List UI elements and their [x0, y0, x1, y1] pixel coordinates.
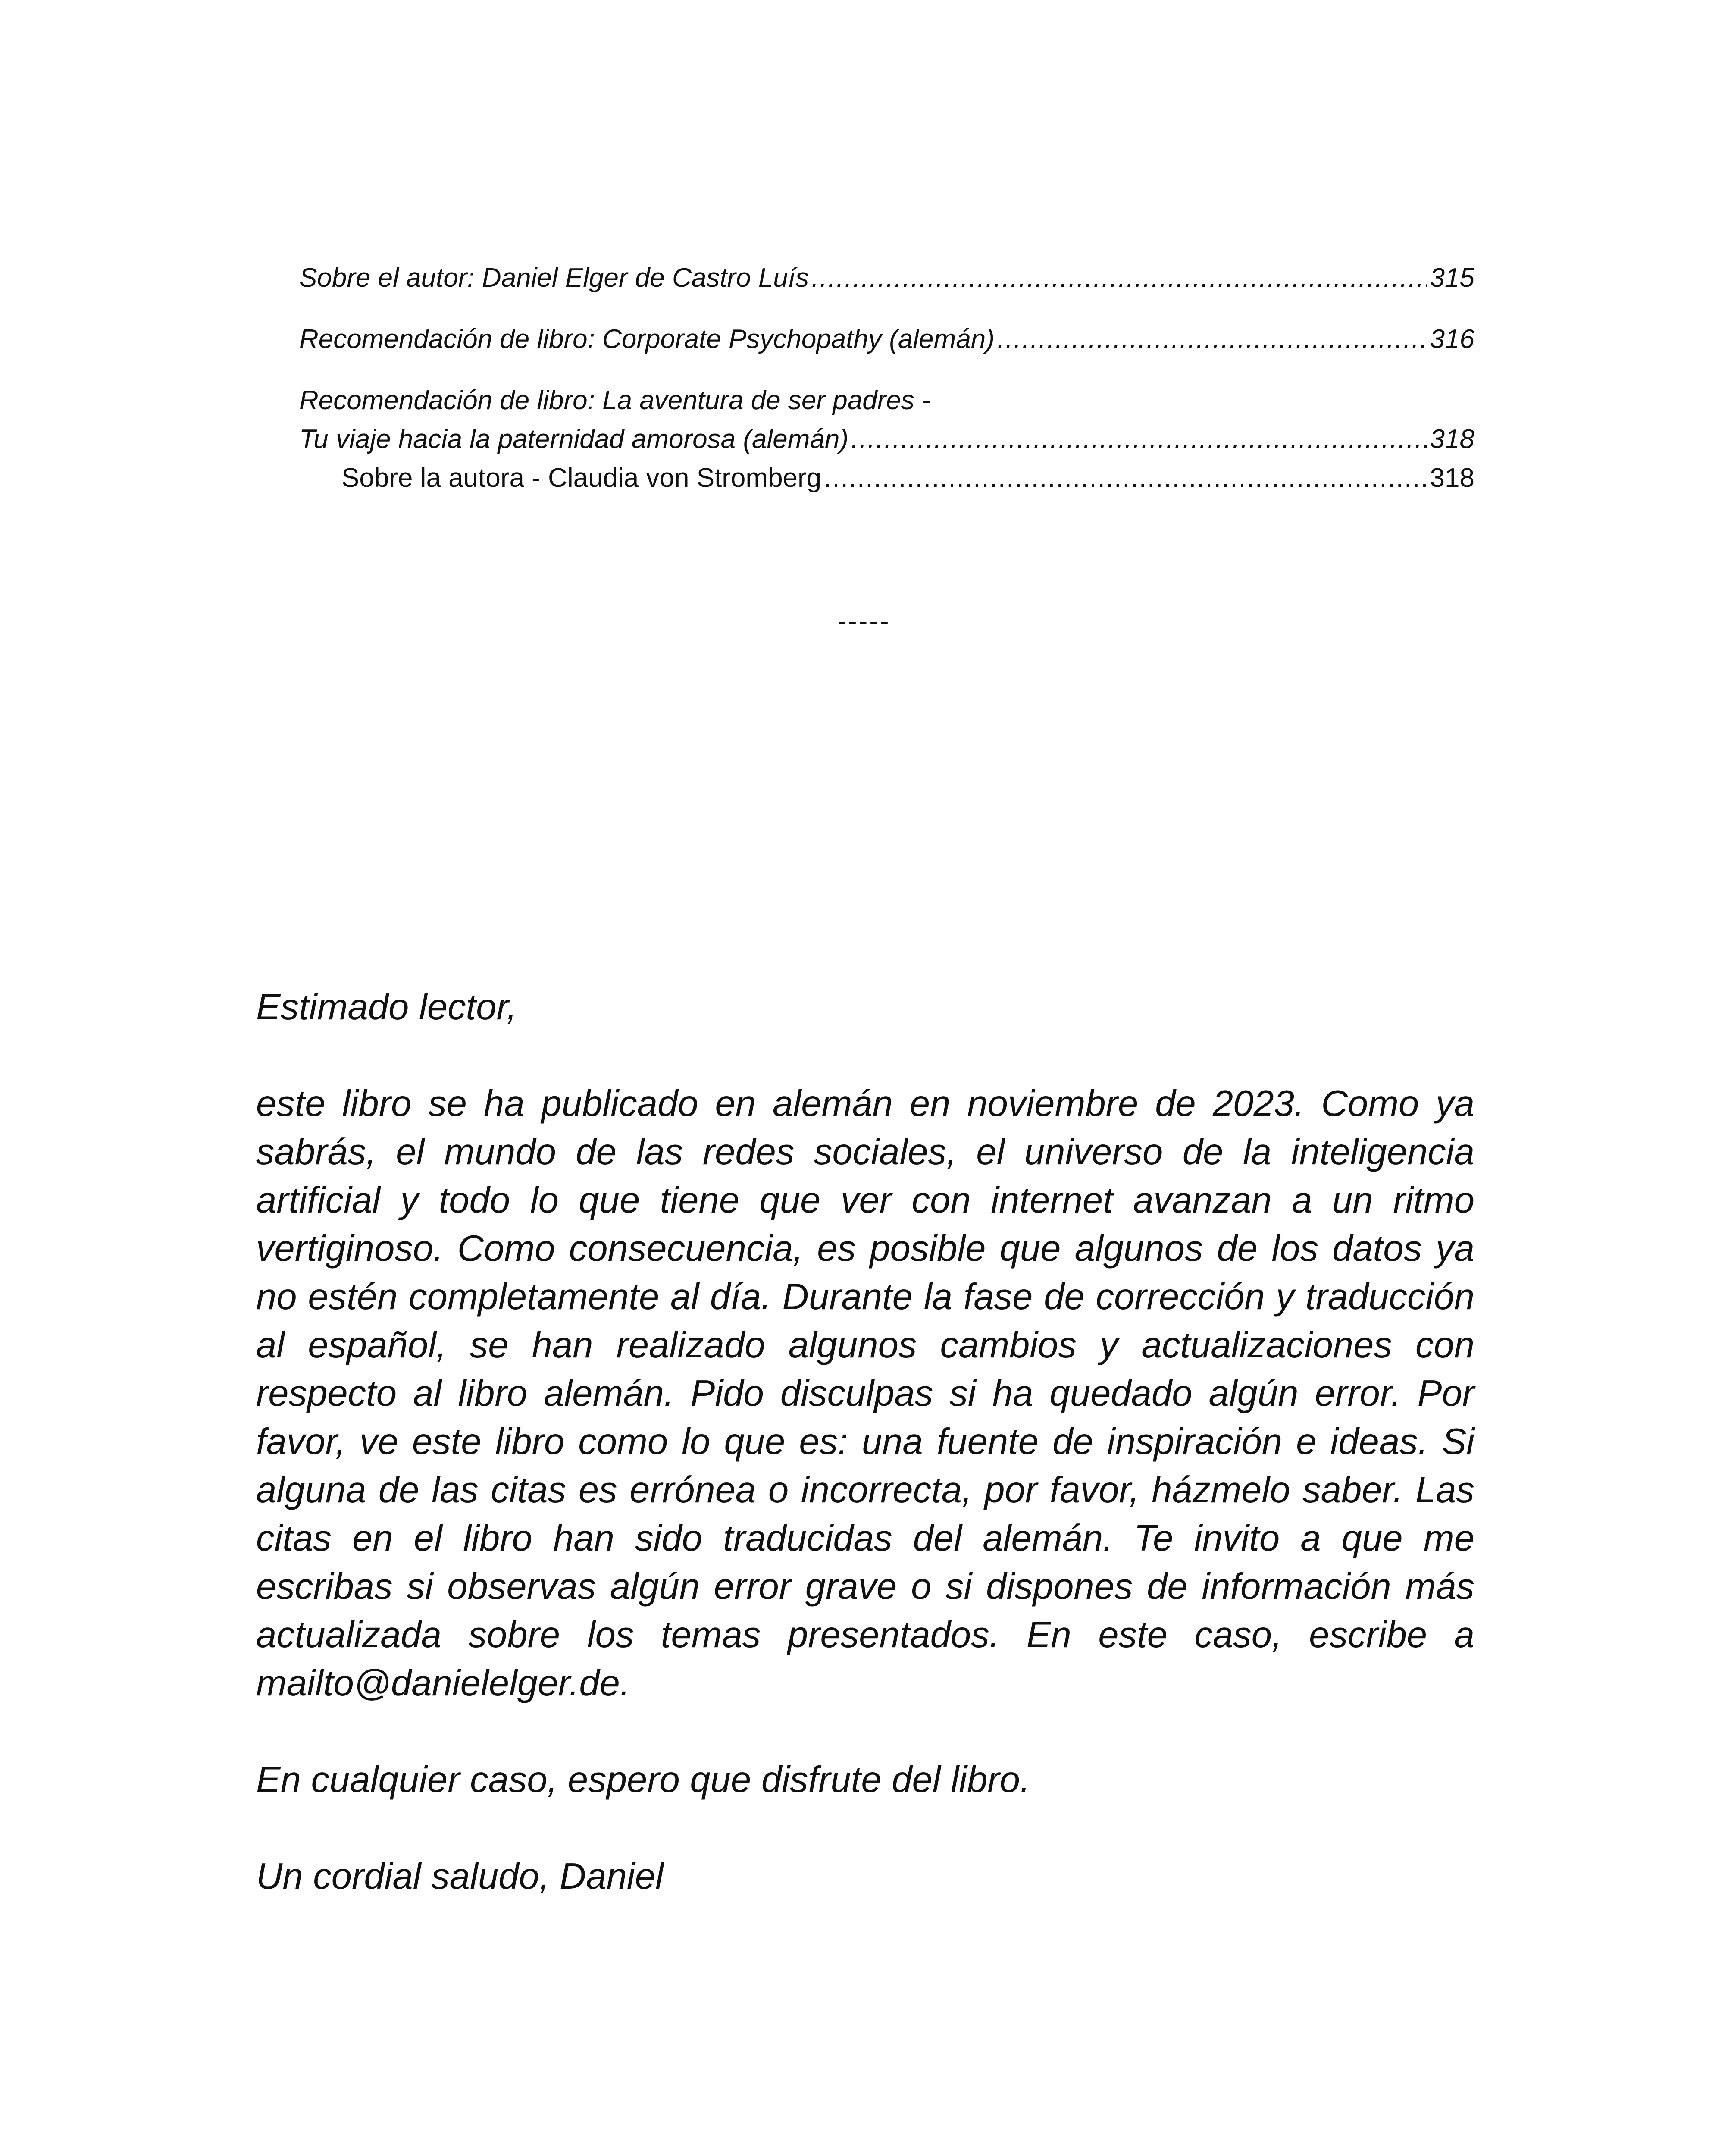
table-of-contents [299, 259, 1474, 498]
toc-entry-title: Sobre el autor: Daniel Elger de Castro Luís [299, 263, 809, 293]
toc-entry-page: 316 [1430, 324, 1474, 354]
letter-signature: Un cordial saludo, Daniel [256, 1856, 664, 1897]
letter-body: este libro se ha publicado en alemán en noviembre de 2023. Como ya sabrás, el mundo de las redes sociales, el universo de la inteligencia artificial y todo lo que tiene que ver con internet avanzan a un ritmo vertiginoso. Como consecuencia, es posible que algunos de los datos ya no estén completamente al día. Durante la fase de corrección y traducción al español, se han realizado algunos cambios y actualizaciones con respecto al libro alemán. Pido disculpas si ha quedado algún error. Por favor, ve este libro como lo que es: una fuente de inspiración e ideas. Si alguna de las citas es errónea o incorrecta, por favor, házmelo saber. Las citas en el libro han sido traducidas del alemán. Te invito a que me escribas si observas algún error grave o si dispones de información más actualizada sobre los temas presentados. En este caso, escribe a mailto@danielelger.de. [256, 1083, 1474, 1704]
toc-dot-leader [811, 259, 1427, 298]
toc-entry-corporate-psychopathy[interactable] [299, 320, 1474, 359]
letter-to-reader [256, 983, 1474, 1901]
toc-entry-title-line1[interactable]: Recomendación de libro: La aventura de ser padres - [299, 385, 931, 415]
toc-entry-page: 315 [1430, 263, 1474, 293]
letter-closing: En cualquier caso, espero que disfrute del libro. [256, 1759, 1030, 1800]
toc-dot-leader [851, 420, 1427, 459]
toc-dot-leader [997, 320, 1427, 359]
toc-entry-title: Recomendación de libro: Corporate Psychopathy (alemán) [299, 324, 995, 354]
toc-entry-page: 318 [1430, 424, 1474, 454]
toc-entry-page: 318 [1430, 463, 1474, 493]
toc-entry-title: Sobre la autora - Claudia von Stromberg [341, 463, 822, 493]
section-separator: ----- [837, 606, 891, 636]
toc-entry-about-authoress[interactable] [299, 459, 1474, 498]
toc-dot-leader [824, 459, 1427, 498]
toc-entry-title: Tu viaje hacia la paternidad amorosa (alemán) [299, 424, 848, 454]
toc-entry-about-author[interactable] [299, 259, 1474, 298]
letter-salutation: Estimado lector, [256, 987, 517, 1028]
toc-entry-aventura-padres[interactable] [299, 420, 1474, 459]
